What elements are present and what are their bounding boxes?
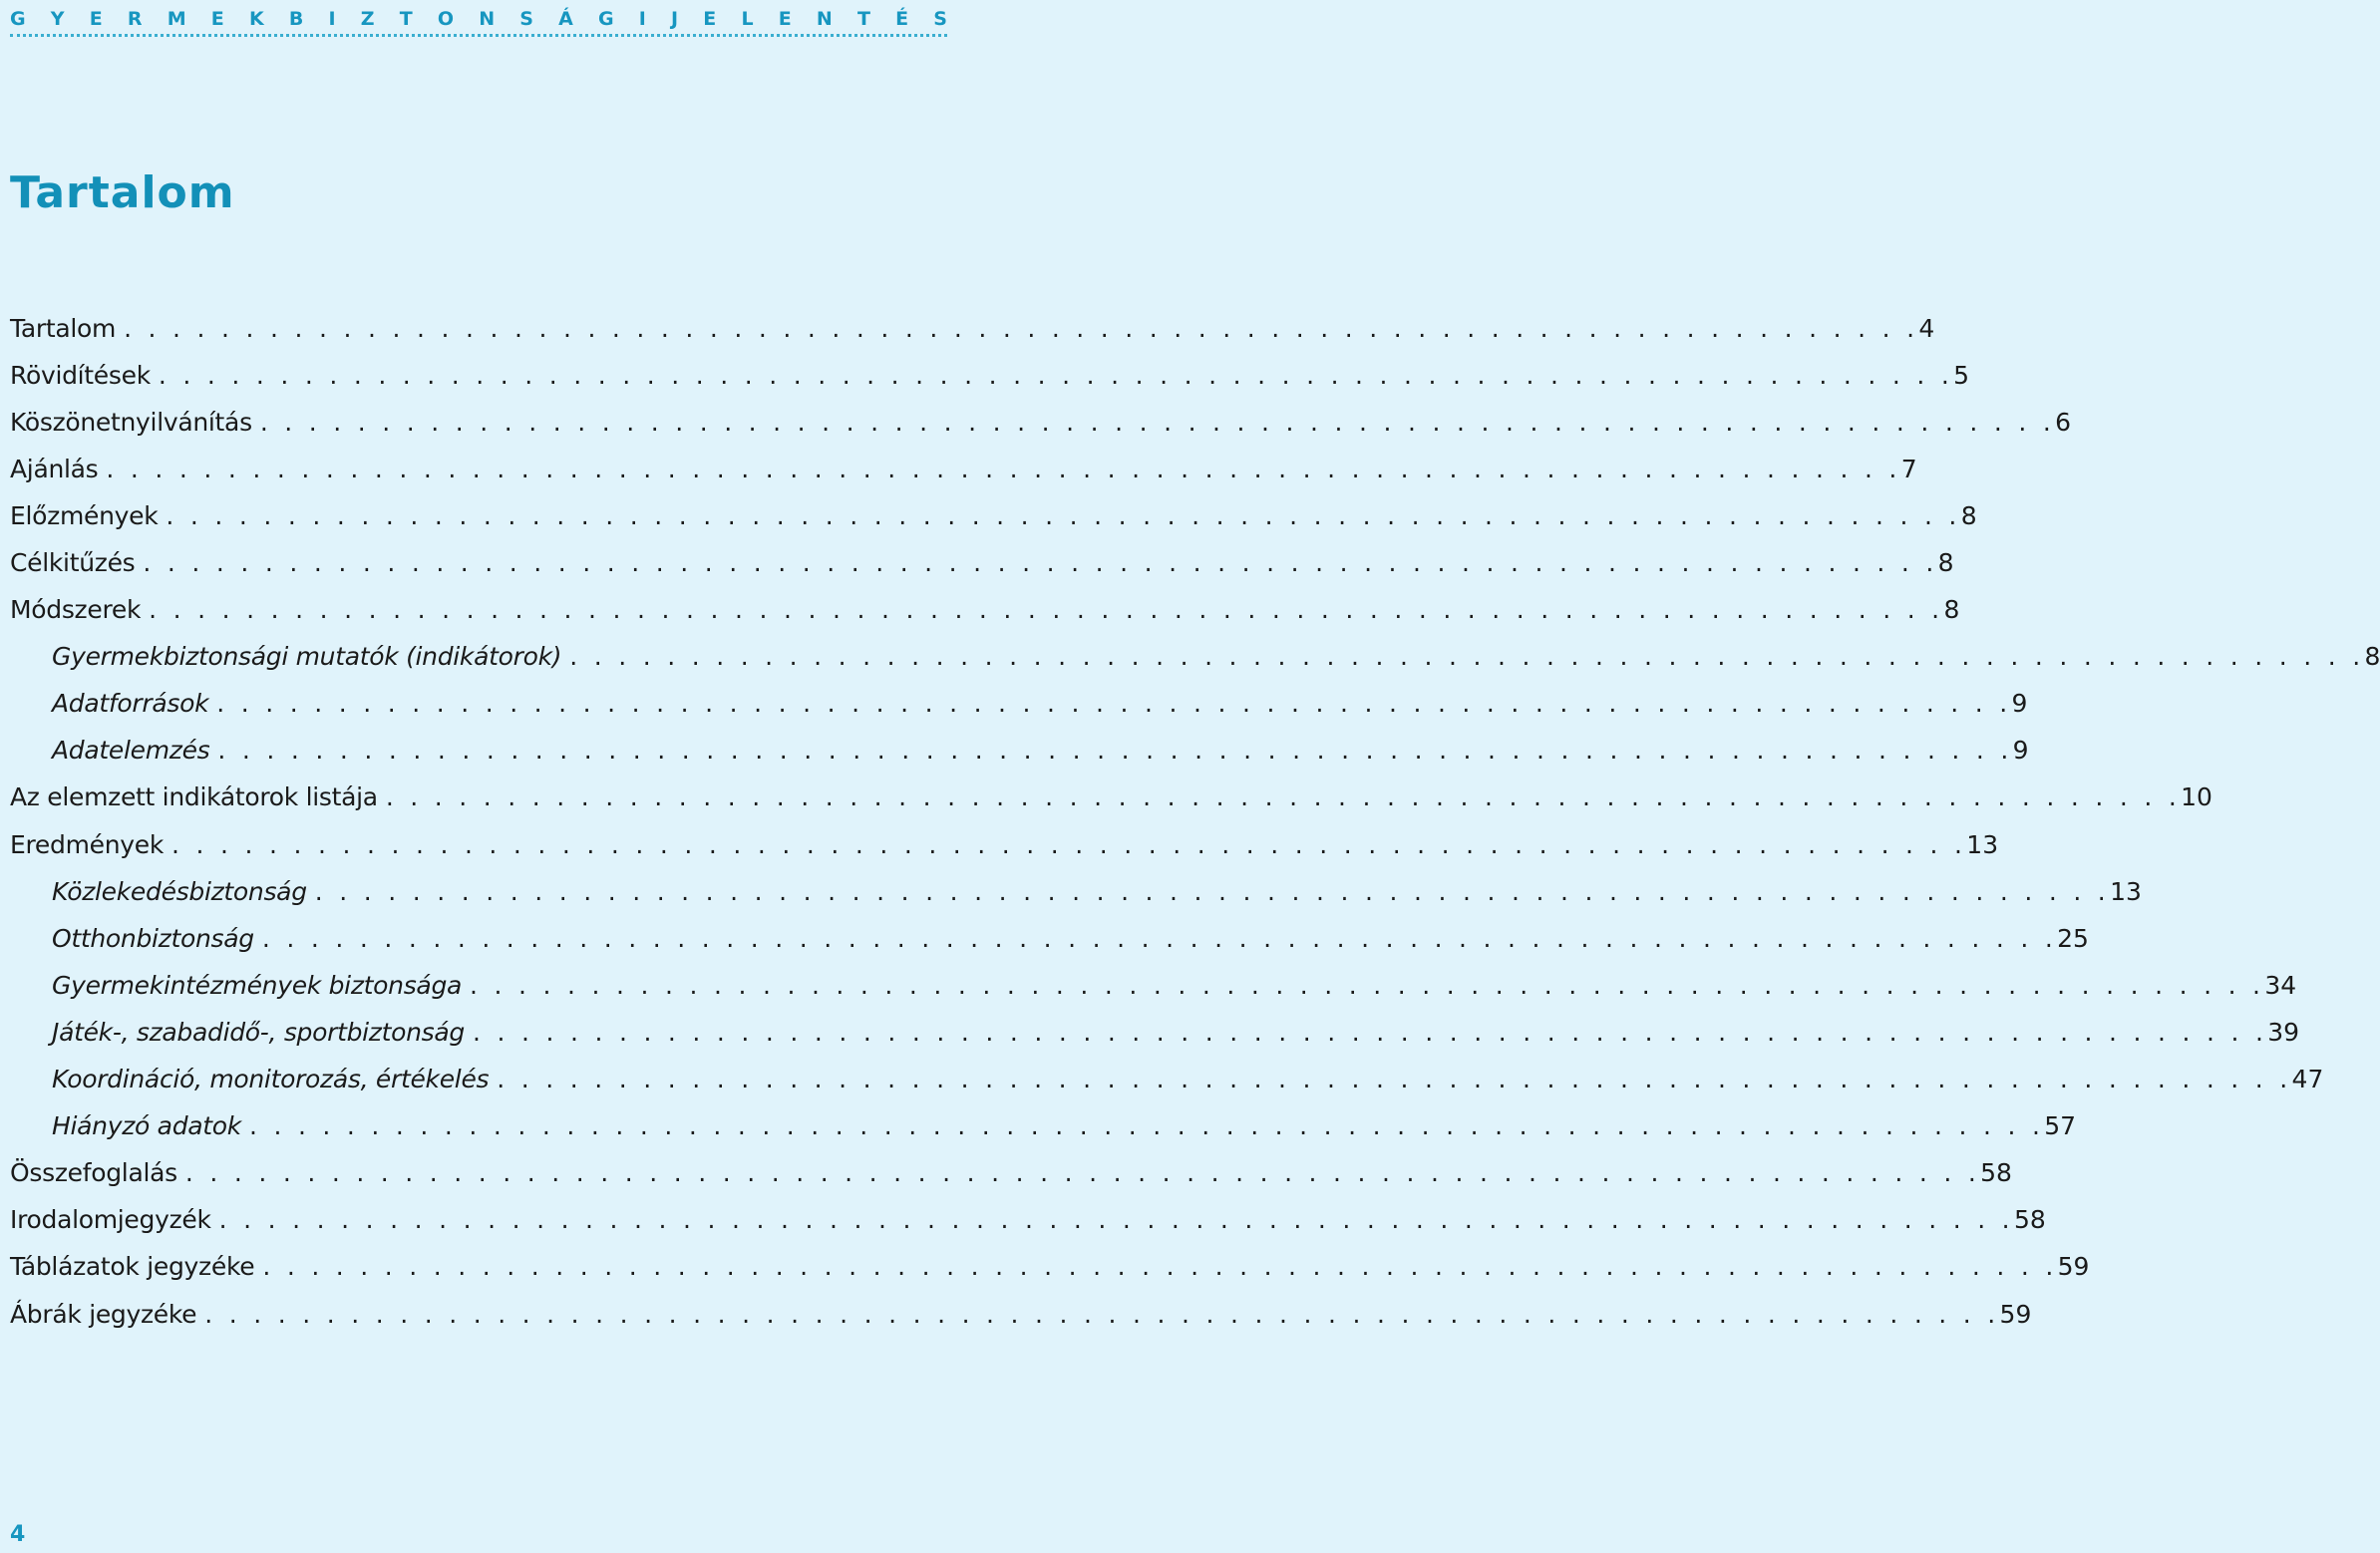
toc-dot-leader: . . . . . . . . . . . . . . . . . . . . . . . . . . . . . . . . . . . . . . . . . . . . . . . . . . . . . . . . . . . . . . . . . . . . . . . . . .	[204, 1299, 2000, 1329]
toc-entry[interactable]	[10, 681, 2028, 728]
toc-entry-label: Tartalom	[10, 313, 117, 343]
toc-dot-leader: . . . . . . . . . . . . . . . . . . . . . . . . . . . . . . . . . . . . . . . . . . . . . . . . . . . . . . . . . . . . . . . . . . . . . . . . . .	[149, 595, 1944, 625]
toc-dot-leader: . . . . . . . . . . . . . . . . . . . . . . . . . . . . . . . . . . . . . . . . . . . . . . . . . . . . . . . . . . . . . . . . . . . . . . . . . .	[216, 689, 2012, 719]
toc-dot-leader: . . . . . . . . . . . . . . . . . . . . . . . . . . . . . . . . . . . . . . . . . . . . . . . . . . . . . . . . . . . . . . . . . . . . . . . . . .	[217, 736, 2013, 766]
toc-dot-leader: . . . . . . . . . . . . . . . . . . . . . . . . . . . . . . . . . . . . . . . . . . . . . . . . . . . . . . . . . . . . . . . . . . . . . . . . . .	[166, 500, 1961, 530]
toc-dot-leader: . . . . . . . . . . . . . . . . . . . . . . . . . . . . . . . . . . . . . . . . . . . . . . . . . . . . . . . . . . . . . . . . . . . . . . . . . .	[171, 829, 1967, 859]
toc-entry-page: 9	[2011, 689, 2028, 719]
toc-entry-page: 25	[2057, 923, 2089, 953]
toc-entry[interactable]	[10, 775, 2212, 821]
toc-entry[interactable]	[10, 1197, 2046, 1244]
toc-entry[interactable]	[10, 446, 1917, 492]
toc-entry[interactable]	[10, 539, 1954, 586]
toc-entry-label: Irodalomjegyzék	[10, 1205, 211, 1235]
toc-dot-leader: . . . . . . . . . . . . . . . . . . . . . . . . . . . . . . . . . . . . . . . . . . . . . . . . . . . . . . . . . . . . . . . . . . . . . . . . . .	[248, 1111, 2045, 1141]
toc-entry-label: Hiányzó adatok	[52, 1111, 241, 1141]
toc-entry[interactable]	[10, 305, 1935, 352]
running-header	[10, 6, 947, 37]
toc-dot-leader: . . . . . . . . . . . . . . . . . . . . . . . . . . . . . . . . . . . . . . . . . . . . . . . . . . . . . . . . . . . . . . . . . . . . . . . . . .	[497, 1065, 2292, 1094]
toc-entry-page: 8	[1943, 595, 1960, 625]
toc-entry-page: 5	[1953, 360, 1970, 390]
toc-entry-page: 13	[2110, 876, 2142, 906]
toc-entry-label: Játék-, szabadidő-, sportbiztonság	[52, 1017, 465, 1047]
toc-entry-label: Közlekedésbiztonság	[52, 876, 307, 906]
toc-entry-label: Adatelemzés	[52, 736, 210, 766]
toc-entry[interactable]	[10, 728, 2029, 775]
toc-entry-page: 13	[1966, 829, 1999, 859]
toc-entry-page: 57	[2044, 1111, 2077, 1141]
toc-entry-label: Köszönetnyilvánítás	[10, 407, 252, 437]
toc-entry-page: 8	[1937, 548, 1954, 578]
toc-entry-page: 58	[2013, 1205, 2046, 1235]
toc-entry-page: 6	[2055, 407, 2071, 437]
toc-dot-leader: . . . . . . . . . . . . . . . . . . . . . . . . . . . . . . . . . . . . . . . . . . . . . . . . . . . . . . . . . . . . . . . . . . . . . . . . . .	[106, 454, 1901, 483]
toc-dot-leader: . . . . . . . . . . . . . . . . . . . . . . . . . . . . . . . . . . . . . . . . . . . . . . . . . . . . . . . . . . . . . . . . . . . . . . . . . .	[218, 1205, 2014, 1235]
toc-entry-label: Gyermekintézmények biztonsága	[52, 970, 463, 1000]
toc-entry-label: Ajánlás	[10, 454, 99, 483]
toc-entry[interactable]	[10, 1057, 2324, 1103]
toc-entry-label: Célkitűzés	[10, 548, 136, 578]
toc-entry-page: 8	[2364, 642, 2380, 672]
toc-entry-label: Adatforrások	[52, 689, 209, 719]
toc-entry-label: Rövidítések	[10, 360, 151, 390]
toc-entry[interactable]	[10, 1244, 2090, 1291]
toc-entry[interactable]	[10, 962, 2297, 1009]
toc-dot-leader: . . . . . . . . . . . . . . . . . . . . . . . . . . . . . . . . . . . . . . . . . . . . . . . . . . . . . . . . . . . . . . . . . . . . . . . . . .	[569, 642, 2365, 672]
toc-entry-page: 34	[2264, 970, 2297, 1000]
toc-entry-label: Ábrák jegyzéke	[10, 1299, 197, 1329]
toc-entry[interactable]	[10, 1150, 2012, 1197]
toc-entry[interactable]	[10, 399, 2071, 446]
running-header-title: G Y E R M E K B I Z T O N S Á G I J E L E N T É S	[10, 8, 947, 30]
toc-entry-page: 58	[1980, 1158, 2012, 1188]
toc-entry-label: Előzmények	[10, 500, 159, 530]
page-number: 4	[10, 1522, 26, 1547]
toc-entry[interactable]	[10, 821, 1999, 868]
toc-entry-label: Táblázatok jegyzéke	[10, 1252, 255, 1282]
toc-entry-label: Eredmények	[10, 829, 165, 859]
toc-entry-label: Az elemzett indikátorok listája	[10, 782, 378, 812]
toc-entry-page: 10	[2181, 782, 2212, 812]
toc-entry[interactable]	[10, 1009, 2300, 1056]
toc-dot-leader: . . . . . . . . . . . . . . . . . . . . . . . . . . . . . . . . . . . . . . . . . . . . . . . . . . . . . . . . . . . . . . . . . . . . . . . . . .	[470, 970, 2265, 1000]
toc-entry-label: Módszerek	[10, 595, 142, 625]
toc-dot-leader: . . . . . . . . . . . . . . . . . . . . . . . . . . . . . . . . . . . . . . . . . . . . . . . . . . . . . . . . . . . . . . . . . . . . . . . . . .	[124, 313, 1919, 343]
toc-entry[interactable]	[10, 492, 1977, 539]
toc-dot-leader: . . . . . . . . . . . . . . . . . . . . . . . . . . . . . . . . . . . . . . . . . . . . . . . . . . . . . . . . . . . . . . . . . . . . . . . . . .	[143, 548, 1938, 578]
toc-dot-leader: . . . . . . . . . . . . . . . . . . . . . . . . . . . . . . . . . . . . . . . . . . . . . . . . . . . . . . . . . . . . . . . . . . . . . . . . . .	[385, 782, 2182, 812]
toc-dot-leader: . . . . . . . . . . . . . . . . . . . . . . . . . . . . . . . . . . . . . . . . . . . . . . . . . . . . . . . . . . . . . . . . . . . . . . . . . .	[261, 923, 2058, 953]
toc-entry-page: 39	[2267, 1017, 2300, 1047]
toc-entry[interactable]	[10, 634, 2380, 681]
toc-dot-leader: . . . . . . . . . . . . . . . . . . . . . . . . . . . . . . . . . . . . . . . . . . . . . . . . . . . . . . . . . . . . . . . . . . . . . . . . . .	[158, 360, 1954, 390]
toc-entry-label: Otthonbiztonság	[52, 923, 254, 953]
toc-entry-label: Koordináció, monitorozás, értékelés	[52, 1065, 490, 1094]
toc-entry-page: 47	[2291, 1065, 2324, 1094]
table-of-contents	[10, 305, 2380, 1338]
toc-entry[interactable]	[10, 352, 1970, 399]
toc-entry-page: 59	[2057, 1252, 2090, 1282]
toc-entry-page: 8	[1960, 500, 1977, 530]
toc-entry-label: Gyermekbiztonsági mutatók (indikátorok)	[52, 642, 562, 672]
toc-entry[interactable]	[10, 868, 2142, 915]
toc-entry[interactable]	[10, 1103, 2077, 1150]
toc-dot-leader: . . . . . . . . . . . . . . . . . . . . . . . . . . . . . . . . . . . . . . . . . . . . . . . . . . . . . . . . . . . . . . . . . . . . . . . . . .	[314, 876, 2111, 906]
toc-entry-label: Összefoglalás	[10, 1158, 177, 1188]
toc-dot-leader: . . . . . . . . . . . . . . . . . . . . . . . . . . . . . . . . . . . . . . . . . . . . . . . . . . . . . . . . . . . . . . . . . . . . . . . . . .	[262, 1252, 2058, 1282]
toc-dot-leader: . . . . . . . . . . . . . . . . . . . . . . . . . . . . . . . . . . . . . . . . . . . . . . . . . . . . . . . . . . . . . . . . . . . . . . . . . .	[259, 407, 2056, 437]
toc-entry-page: 59	[1999, 1299, 2032, 1329]
toc-entry-page: 7	[1900, 454, 1917, 483]
toc-entry[interactable]	[10, 587, 1960, 634]
toc-dot-leader: . . . . . . . . . . . . . . . . . . . . . . . . . . . . . . . . . . . . . . . . . . . . . . . . . . . . . . . . . . . . . . . . . . . . . . . . . .	[472, 1017, 2268, 1047]
page-title: Tartalom	[10, 167, 235, 218]
toc-entry[interactable]	[10, 1291, 2032, 1338]
toc-dot-leader: . . . . . . . . . . . . . . . . . . . . . . . . . . . . . . . . . . . . . . . . . . . . . . . . . . . . . . . . . . . . . . . . . . . . . . . . . .	[184, 1158, 1981, 1188]
toc-entry[interactable]	[10, 915, 2089, 962]
toc-entry-page: 4	[1918, 313, 1935, 343]
toc-entry-page: 9	[2012, 736, 2029, 766]
